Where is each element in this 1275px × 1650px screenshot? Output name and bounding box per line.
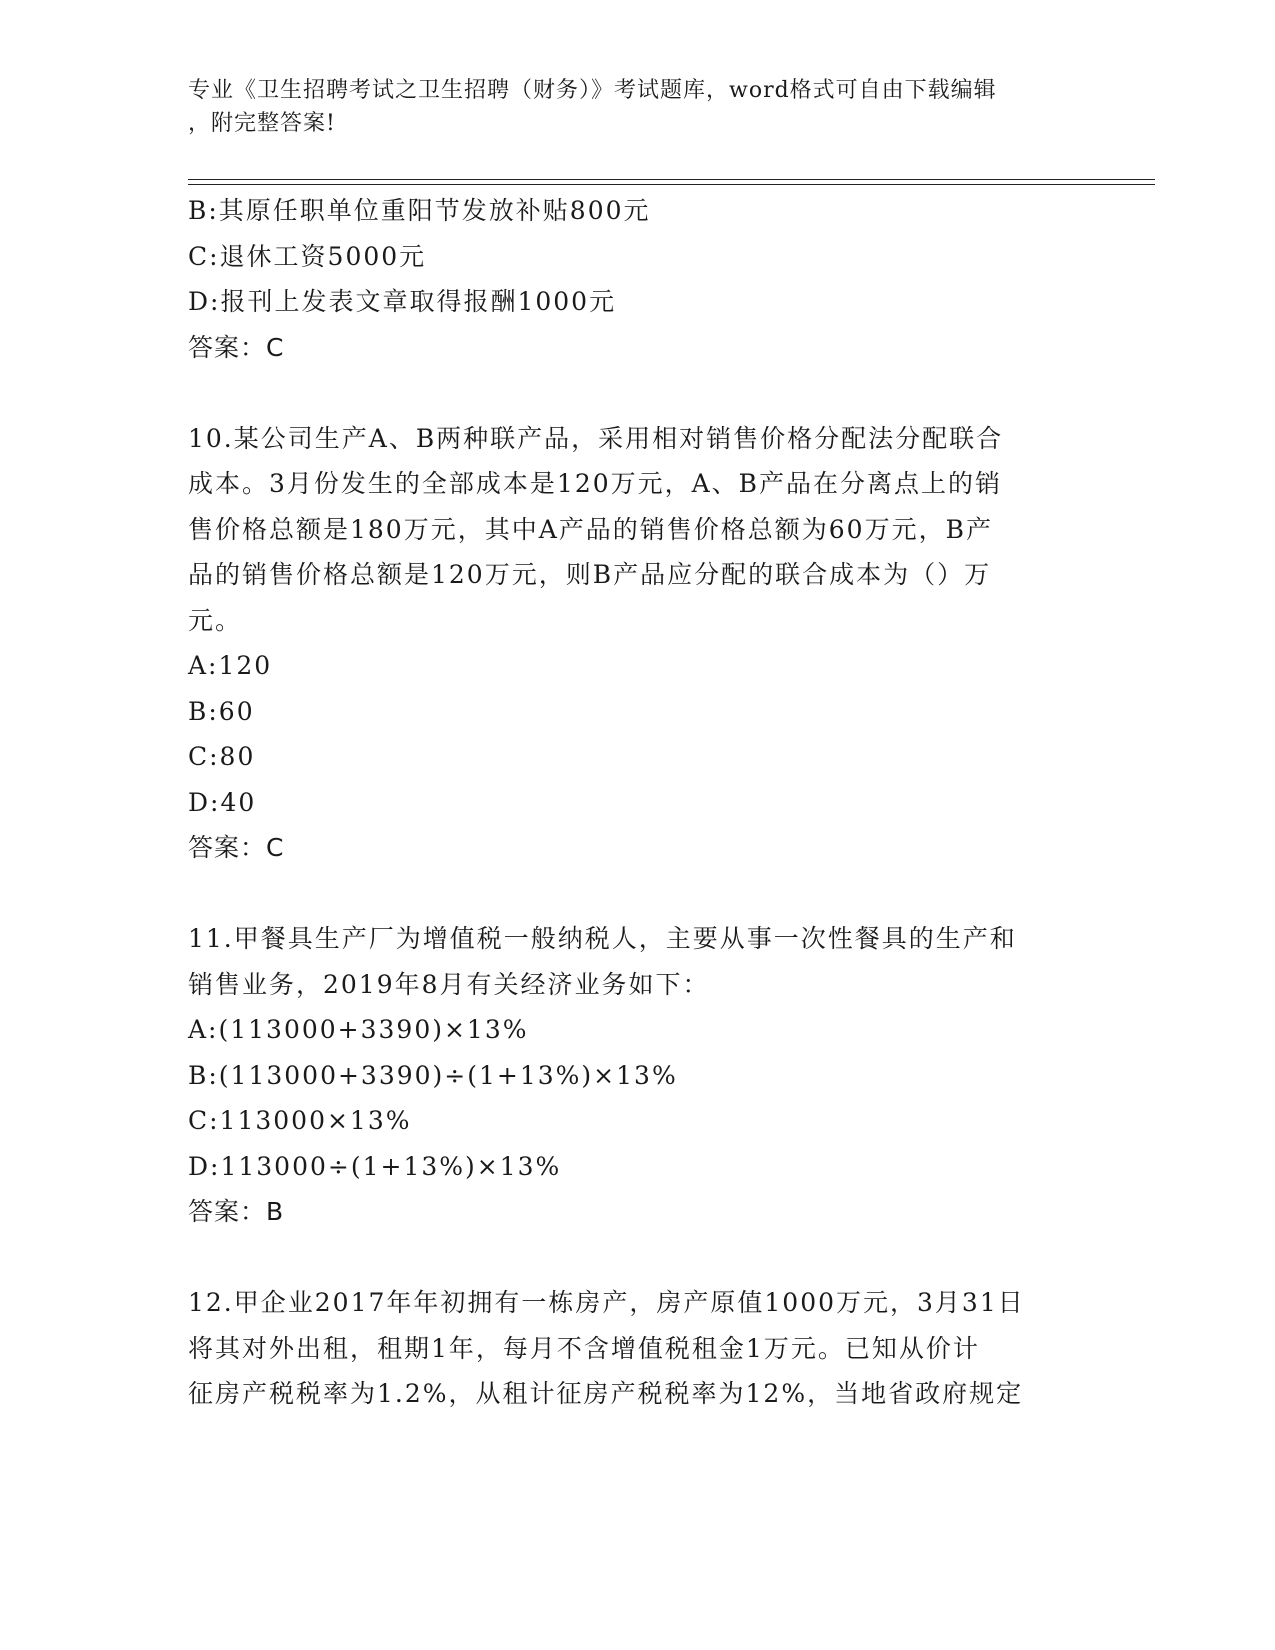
question-text-line: 销售业务，2019年8月有关经济业务如下： <box>188 969 710 999</box>
option-b: B:(113000+3390)÷(1+13%)×13% <box>188 1060 678 1090</box>
option-b: B:60 <box>188 696 255 726</box>
question-text-line: 11.甲餐具生产厂为增值税一般纳税人，主要从事一次性餐具的生产和 <box>188 924 1017 953</box>
question-text-line: 元。 <box>188 605 243 635</box>
question-text-line: 将其对外出租，租期1年，每月不含增值税租金1万元。已知从价计 <box>188 1333 980 1363</box>
option-d: D:113000÷(1+13%)×13% <box>188 1151 562 1181</box>
option-c: C:80 <box>188 742 256 771</box>
question-9-tail <box>188 188 1088 370</box>
answer: 答案：C <box>188 332 285 362</box>
document-header <box>188 74 1068 140</box>
answer: 答案：B <box>188 1197 285 1226</box>
option-d: D:报刊上发表文章取得报酬1000元 <box>188 287 617 316</box>
question-text-line: 品的销售价格总额是120万元，则B产品应分配的联合成本为（）万 <box>188 560 992 589</box>
question-10 <box>188 416 1088 871</box>
option-d: D:40 <box>188 787 257 817</box>
header-line-1: 专业《卫生招聘考试之卫生招聘（财务）》考试题库，word格式可自由下载编辑 <box>188 78 997 103</box>
spacer <box>188 871 1088 917</box>
option-a: A:(113000+3390)×13% <box>188 1015 529 1044</box>
header-divider <box>188 179 1155 185</box>
answer: 答案：C <box>188 833 285 862</box>
question-text-line: 成本。3月份发生的全部成本是120万元，A、B产品在分离点上的销 <box>188 469 1003 498</box>
document-body <box>188 188 1088 1417</box>
header-line-2: ，附完整答案! <box>188 111 336 136</box>
option-b: B:其原任职单位重阳节发放补贴800元 <box>188 196 651 225</box>
option-a: A:120 <box>188 651 273 680</box>
question-text-line: 12.甲企业2017年年初拥有一栋房产，房产原值1000万元，3月31日 <box>188 1288 1025 1317</box>
question-11 <box>188 916 1088 1235</box>
question-text-line: 征房产税税率为1.2%，从租计征房产税税率为12%，当地省政府规定 <box>188 1379 1024 1408</box>
question-12 <box>188 1280 1088 1417</box>
option-c: C:退休工资5000元 <box>188 241 427 271</box>
question-text-line: 10.某公司生产A、B两种联产品，采用相对销售价格分配法分配联合 <box>188 423 1004 453</box>
spacer <box>188 1235 1088 1281</box>
spacer <box>188 370 1088 416</box>
option-c: C:113000×13% <box>188 1106 412 1135</box>
question-text-line: 售价格总额是180万元，其中A产品的销售价格总额为60万元，B产 <box>188 514 993 544</box>
